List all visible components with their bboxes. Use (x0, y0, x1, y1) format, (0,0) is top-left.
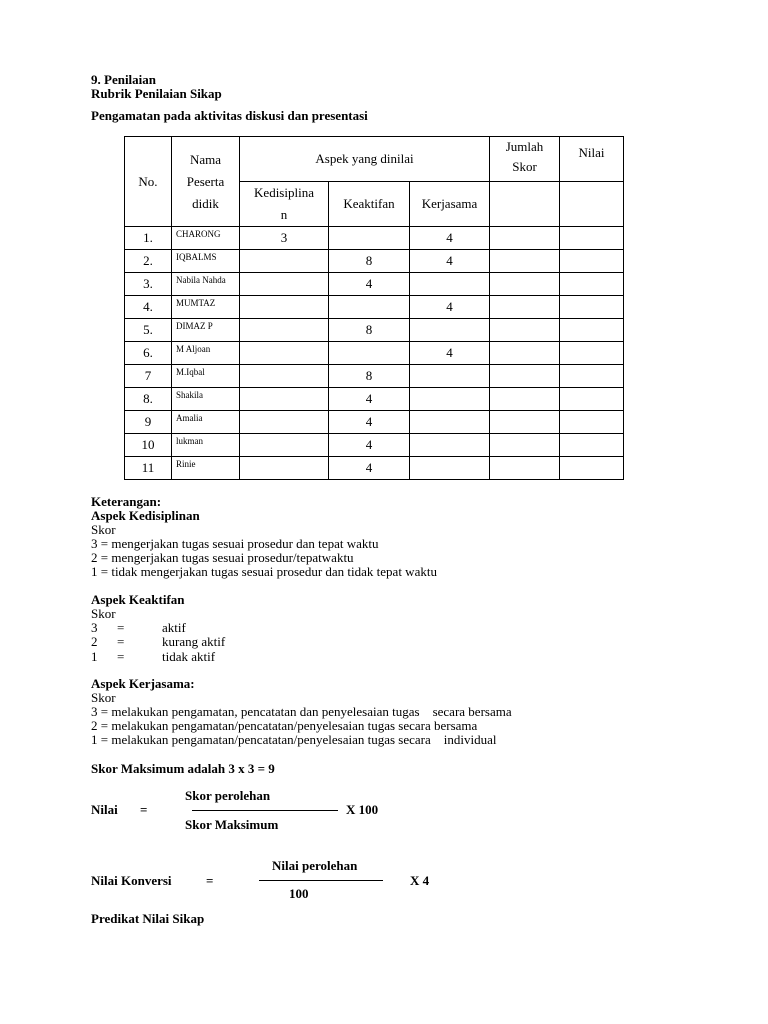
keaktifan-desc: aktif (162, 620, 186, 635)
row-no: 2. (125, 250, 172, 273)
row-nilai (560, 342, 624, 365)
row-keaktifan (329, 227, 410, 250)
header-nama-line-3: didik (192, 195, 219, 211)
nilai-fraction-bar (192, 810, 338, 811)
header-jumlah-line-2: Skor (512, 159, 537, 174)
keaktifan-score: 1 (91, 649, 98, 664)
nilai-label: Nilai (91, 802, 118, 817)
table-row (125, 319, 624, 342)
row-keaktifan: 4 (329, 388, 410, 411)
row-kedisiplinan (240, 411, 329, 434)
row-kedisiplinan (240, 296, 329, 319)
section-number-title: 9. Penilaian (91, 72, 157, 87)
row-kedisiplinan (240, 250, 329, 273)
header-no: No. (125, 137, 172, 227)
kedisiplinan-item: 2 = mengerjakan tugas sesuai prosedur/tepatwaktu (91, 550, 354, 565)
row-no: 10 (125, 434, 172, 457)
row-nilai (560, 227, 624, 250)
header-jumlah-skor (490, 137, 560, 182)
row-jumlah (490, 434, 560, 457)
table-row (125, 457, 624, 480)
nilai-equals: = (140, 802, 148, 817)
table-row (125, 250, 624, 273)
table-row (125, 388, 624, 411)
rubric-title: Rubrik Penilaian Sikap (91, 86, 222, 101)
row-kerjasama (410, 411, 490, 434)
table-row (125, 296, 624, 319)
header-nilai-blank (560, 182, 624, 227)
kedisiplinan-skor-label: Skor (91, 522, 116, 537)
header-nama-line-2: Peserta (186, 173, 225, 189)
row-jumlah (490, 273, 560, 296)
row-kedisiplinan (240, 388, 329, 411)
header-jumlah-line-1: Jumlah (505, 139, 544, 154)
konversi-denominator: 100 (289, 886, 309, 901)
row-nilai (560, 457, 624, 480)
row-jumlah (490, 457, 560, 480)
row-keaktifan (329, 296, 410, 319)
row-kerjasama (410, 319, 490, 342)
keaktifan-equals: = (117, 634, 125, 649)
row-nilai (560, 319, 624, 342)
row-kerjasama: 4 (410, 342, 490, 365)
kedisiplinan-title: Aspek Kedisiplinan (91, 508, 200, 523)
row-name: Nabila Nahda (172, 273, 240, 296)
kedisiplinan-item: 3 = mengerjakan tugas sesuai prosedur dan tepat waktu (91, 536, 379, 551)
keaktifan-title: Aspek Keaktifan (91, 592, 185, 607)
nilai-denominator: Skor Maksimum (185, 817, 279, 832)
row-kedisiplinan (240, 273, 329, 296)
nilai-multiplier: X 100 (346, 802, 379, 817)
keaktifan-score: 2 (91, 634, 98, 649)
predikat-title: Predikat Nilai Sikap (91, 911, 205, 926)
row-keaktifan: 8 (329, 250, 410, 273)
table-row (125, 365, 624, 388)
rubric-table (124, 136, 624, 480)
header-jumlah-blank (490, 182, 560, 227)
row-kerjasama (410, 434, 490, 457)
header-kedisiplinan-line-1: Kedisiplina (254, 185, 314, 200)
row-keaktifan: 4 (329, 434, 410, 457)
row-no: 9 (125, 411, 172, 434)
kerjasama-title: Aspek Kerjasama: (91, 676, 195, 691)
table-row (125, 273, 624, 296)
row-no: 3. (125, 273, 172, 296)
row-name: lukman (172, 434, 240, 457)
row-nilai (560, 273, 624, 296)
row-name: Shakila (172, 388, 240, 411)
row-nilai (560, 388, 624, 411)
table-row (125, 227, 624, 250)
row-kedisiplinan (240, 319, 329, 342)
header-keaktifan: Keaktifan (329, 182, 410, 227)
row-kedisiplinan (240, 342, 329, 365)
row-no: 4. (125, 296, 172, 319)
table-row (125, 411, 624, 434)
row-name: Amalia (172, 411, 240, 434)
table-row (125, 434, 624, 457)
row-name: MUMTAZ (172, 296, 240, 319)
row-no: 8. (125, 388, 172, 411)
row-nilai (560, 365, 624, 388)
row-jumlah (490, 388, 560, 411)
keaktifan-skor-label: Skor (91, 606, 116, 621)
keaktifan-equals: = (117, 620, 125, 635)
row-nilai (560, 296, 624, 319)
header-kerjasama: Kerjasama (410, 182, 490, 227)
kedisiplinan-item: 1 = tidak mengerjakan tugas sesuai prosedur dan tidak tepat waktu (91, 564, 437, 579)
header-nama-line-1: Nama (189, 151, 222, 167)
observation-title: Pengamatan pada aktivitas diskusi dan presentasi (91, 108, 368, 123)
row-name: M.Iqbal (172, 365, 240, 388)
kerjasama-item: 3 = melakukan pengamatan, pencatatan dan penyelesaian tugas secara bersama (91, 704, 512, 719)
kerjasama-item: 1 = melakukan pengamatan/pencatatan/penyelesaian tugas secara individual (91, 732, 497, 747)
keaktifan-equals: = (117, 649, 125, 664)
row-kerjasama (410, 388, 490, 411)
row-no: 1. (125, 227, 172, 250)
row-name: CHARONG (172, 227, 240, 250)
row-jumlah (490, 319, 560, 342)
row-keaktifan: 4 (329, 273, 410, 296)
row-kerjasama: 4 (410, 227, 490, 250)
row-jumlah (490, 227, 560, 250)
konversi-fraction-bar (259, 880, 383, 881)
row-keaktifan: 8 (329, 365, 410, 388)
row-nilai (560, 250, 624, 273)
table-row (125, 342, 624, 365)
nilai-numerator: Skor perolehan (185, 788, 271, 803)
row-name: Rinie (172, 457, 240, 480)
row-jumlah (490, 365, 560, 388)
row-kedisiplinan (240, 457, 329, 480)
header-nilai: Nilai (560, 137, 624, 182)
row-name: M Aljoan (172, 342, 240, 365)
row-nilai (560, 411, 624, 434)
row-keaktifan: 4 (329, 411, 410, 434)
header-aspek: Aspek yang dinilai (240, 137, 490, 182)
row-kerjasama (410, 365, 490, 388)
row-keaktifan: 8 (329, 319, 410, 342)
row-kerjasama (410, 457, 490, 480)
row-no: 5. (125, 319, 172, 342)
header-kedisiplinan (240, 182, 329, 227)
konversi-equals: = (206, 873, 214, 888)
row-no: 11 (125, 457, 172, 480)
skor-maksimum-text: Skor Maksimum adalah 3 x 3 = 9 (91, 761, 275, 776)
row-name: IQBALMS (172, 250, 240, 273)
row-nilai (560, 434, 624, 457)
row-jumlah (490, 342, 560, 365)
row-no: 6. (125, 342, 172, 365)
kerjasama-skor-label: Skor (91, 690, 116, 705)
row-no: 7 (125, 365, 172, 388)
header-nama-peserta (172, 137, 240, 227)
row-keaktifan (329, 342, 410, 365)
header-kedisiplinan-line-2: n (280, 207, 288, 222)
row-keaktifan: 4 (329, 457, 410, 480)
row-kedisiplinan (240, 365, 329, 388)
row-name: DIMAZ P (172, 319, 240, 342)
keaktifan-desc: kurang aktif (162, 634, 226, 649)
konversi-multiplier: X 4 (410, 873, 430, 888)
konversi-numerator: Nilai perolehan (272, 858, 358, 873)
row-kerjasama: 4 (410, 296, 490, 319)
nilai-konversi-label: Nilai Konversi (91, 873, 172, 888)
row-kerjasama (410, 273, 490, 296)
row-kedisiplinan: 3 (240, 227, 329, 250)
row-jumlah (490, 250, 560, 273)
row-kerjasama: 4 (410, 250, 490, 273)
keterangan-title: Keterangan: (91, 494, 162, 509)
kerjasama-item: 2 = melakukan pengamatan/pencatatan/penyelesaian tugas secara bersama (91, 718, 478, 733)
keaktifan-score: 3 (91, 620, 98, 635)
keaktifan-desc: tidak aktif (162, 649, 216, 664)
row-jumlah (490, 411, 560, 434)
row-jumlah (490, 296, 560, 319)
row-kedisiplinan (240, 434, 329, 457)
